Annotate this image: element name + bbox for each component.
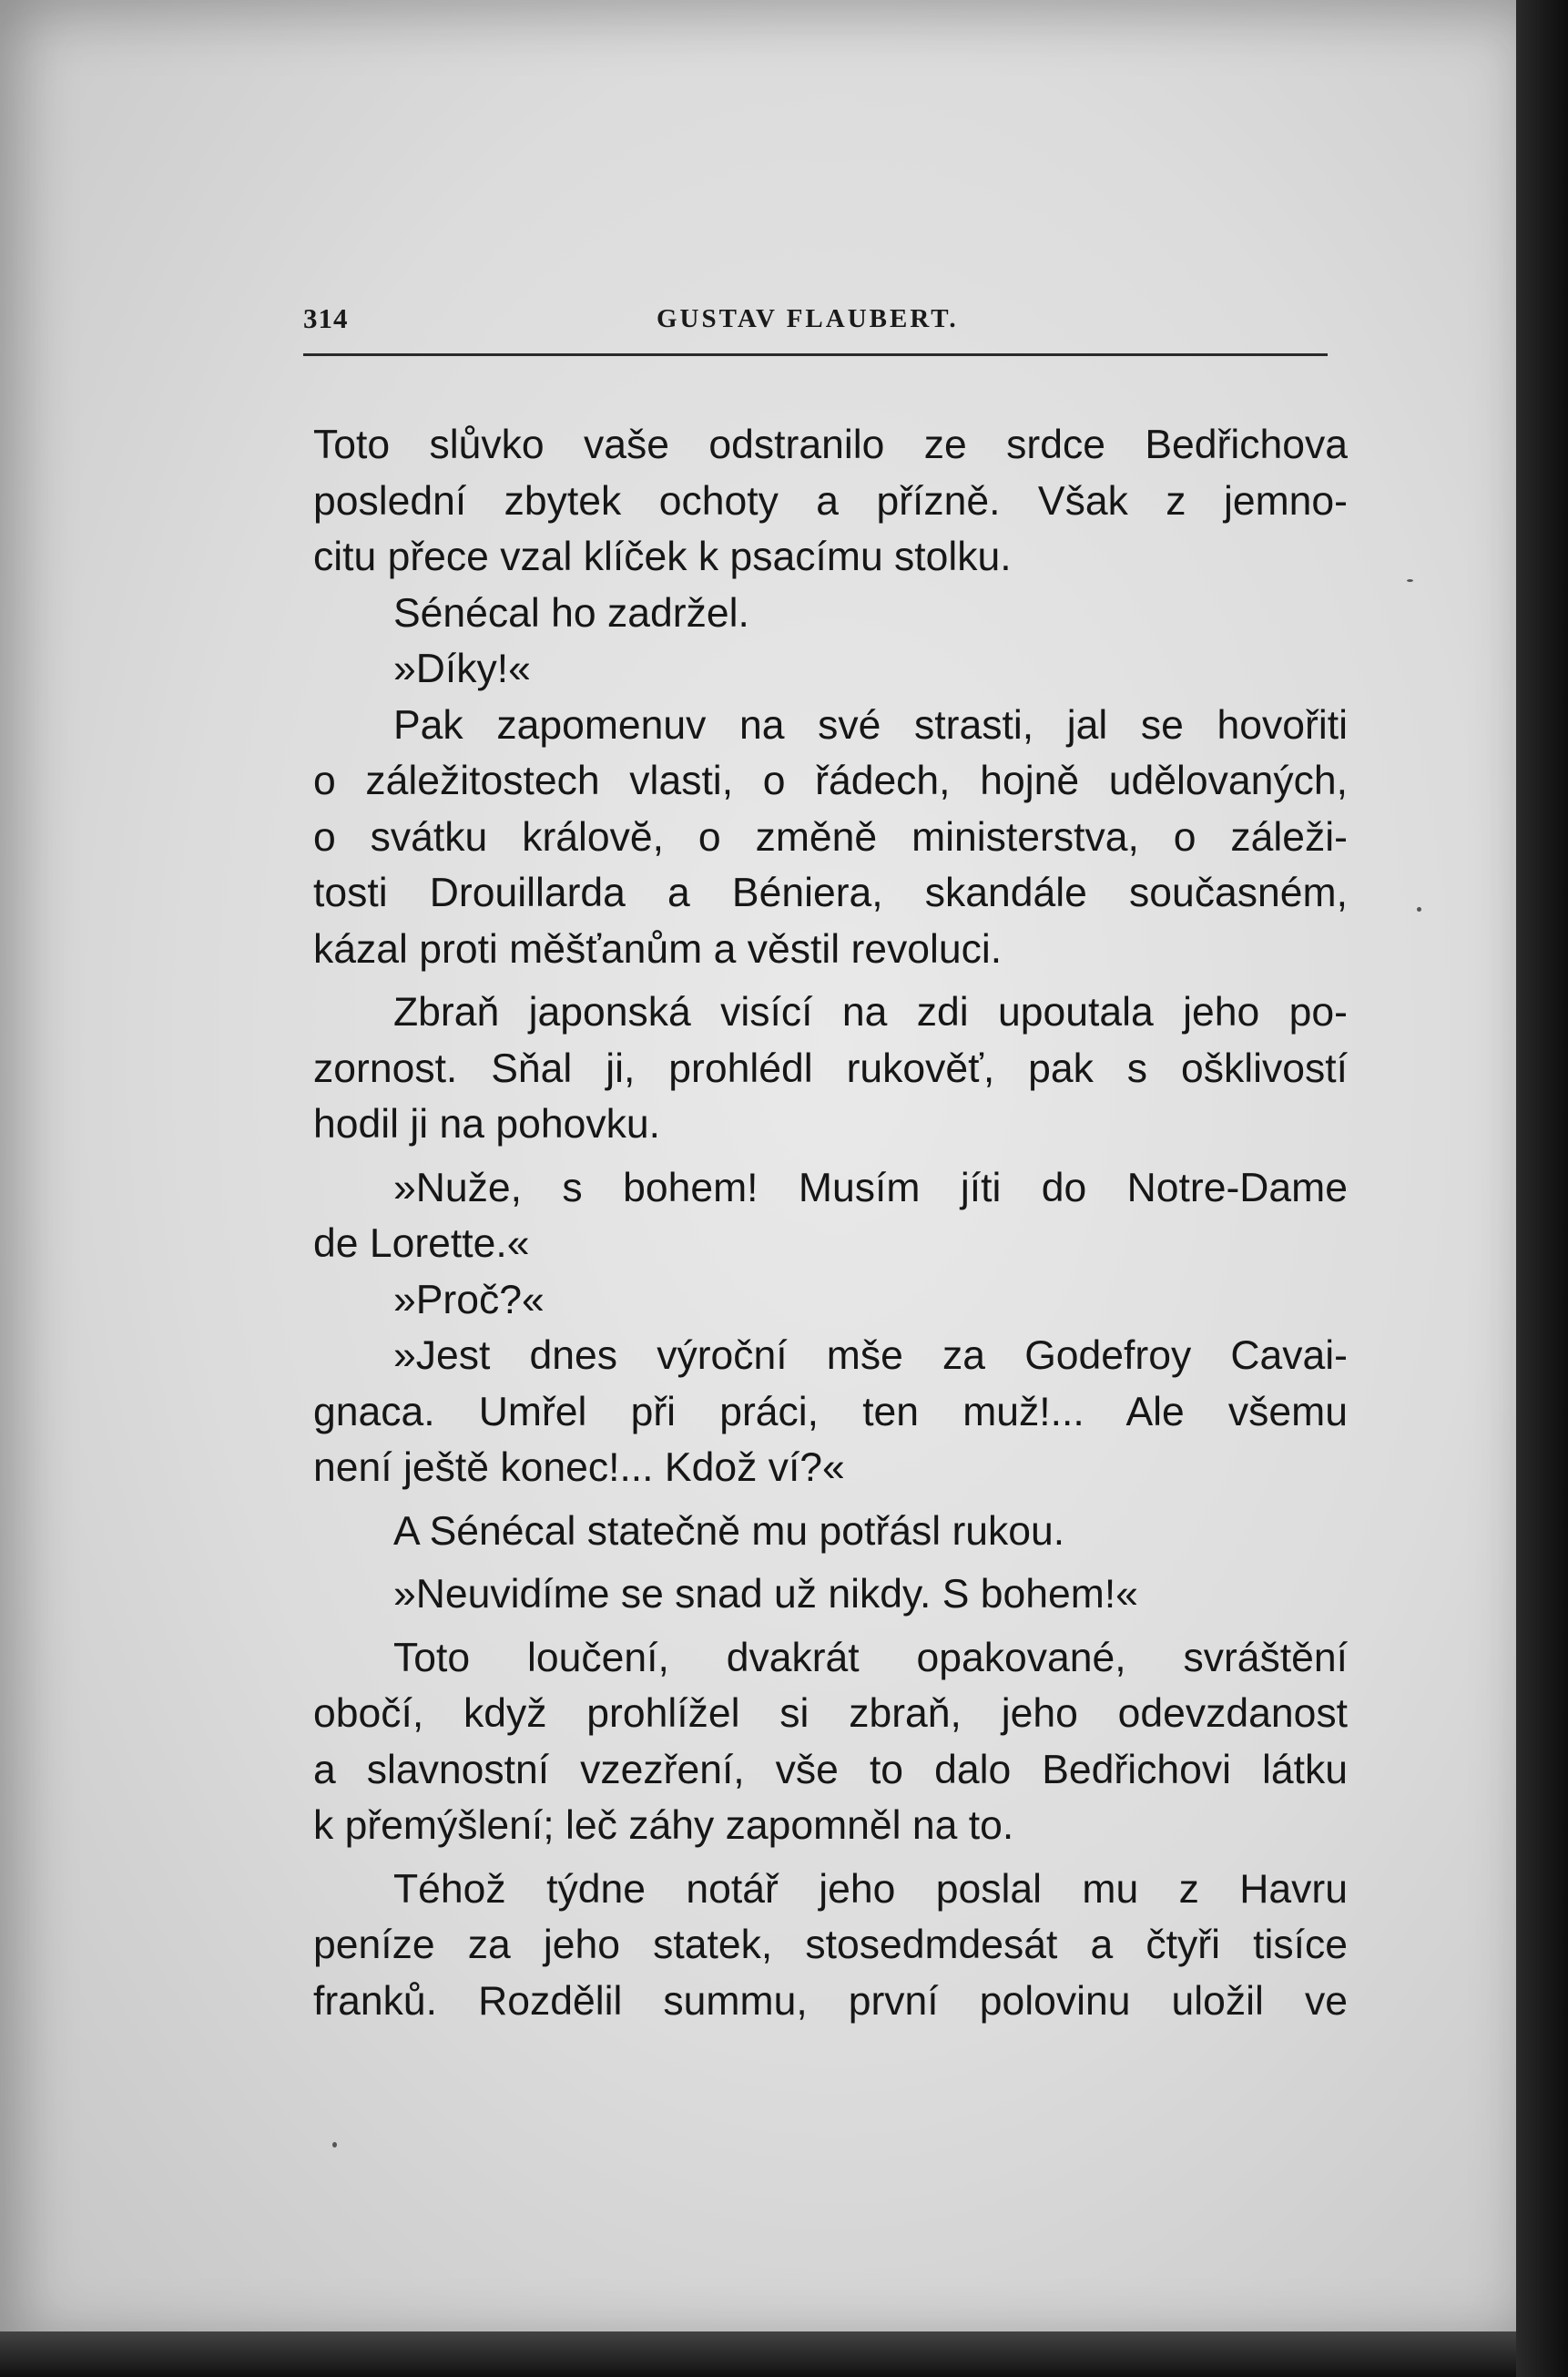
text-line: Toto slůvko vaše odstranilo ze srdce Bedřichova (313, 423, 1348, 467)
page-number: 314 (303, 302, 349, 334)
paper-speck (332, 2142, 337, 2147)
scan-edge-right (1516, 0, 1568, 2377)
text-line: a slavnostní vzezření, vše to dalo Bedřichovi látku (313, 1747, 1348, 1792)
text-line: Zbraň japonská visící na zdi upoutala jeho po- (393, 990, 1348, 1035)
text-line: citu přece vzal klíček k psacímu stolku. (313, 535, 1012, 579)
text-line: de Lorette.« (313, 1221, 530, 1266)
text-line: »Jest dnes výroční mše za Godefroy Cavai- (393, 1333, 1348, 1378)
text-line: není ještě konec!... Kdož ví?« (313, 1445, 845, 1490)
text-line: Sénécal ho zadržel. (393, 590, 749, 636)
text-line: gnaca. Umřel při práci, ten muž!... Ale všemu (313, 1389, 1348, 1434)
text-line: k přemýšlení; leč záhy zapomněl na to. (313, 1803, 1014, 1848)
running-head: GUSTAV FLAUBERT. (657, 304, 959, 333)
paper-speck (1417, 907, 1421, 912)
text-line: »Proč?« (393, 1277, 545, 1322)
text-line: o záležitostech vlasti, o řádech, hojně udělovaných, (313, 759, 1348, 803)
text-line: »Díky!« (393, 647, 531, 691)
page-header (303, 302, 1328, 344)
text-line: tosti Drouillarda a Béniera, skandále současném, (313, 871, 1348, 915)
scan-edge-bottom (0, 2331, 1516, 2377)
text-line: Téhož týdne notář jeho poslal mu z Havru (393, 1866, 1348, 1912)
text-line: hodil ji na pohovku. (313, 1102, 660, 1147)
text-line: Pak zapomenuv na své strasti, jal se hovořiti (393, 702, 1348, 748)
text-line: »Nuže, s bohem! Musím jíti do Notre-Dame (393, 1165, 1348, 1210)
text-line: franků. Rozdělil summu, první polovinu uložil ve (313, 1978, 1348, 2024)
text-line: A Sénécal statečně mu potřásl rukou. (393, 1508, 1065, 1554)
text-line: peníze za jeho statek, stosedmdesát a čtyři tisíce (313, 1923, 1348, 1967)
text-line: »Neuvidíme se snad už nikdy. S bohem!« (393, 1572, 1138, 1617)
text-line: Toto loučení, dvakrát opakované, svráštění (393, 1635, 1348, 1680)
text-line: o svátku královĕ, o změně ministerstva, o záleži- (313, 814, 1348, 860)
text-line: kázal proti měšťanům a věstil revoluci. (313, 926, 1003, 972)
header-rule (303, 353, 1328, 356)
text-line: obočí, když prohlížel si zbraň, jeho odevzdanost (313, 1691, 1348, 1736)
page-text (313, 417, 1348, 2029)
paper-speck (1407, 579, 1413, 582)
text-line: poslední zbytek ochoty a přízně. Však z jemno- (313, 478, 1348, 524)
text-line: zornost. Sňal ji, prohlédl rukověť, pak s ošklivostí (313, 1046, 1348, 1091)
